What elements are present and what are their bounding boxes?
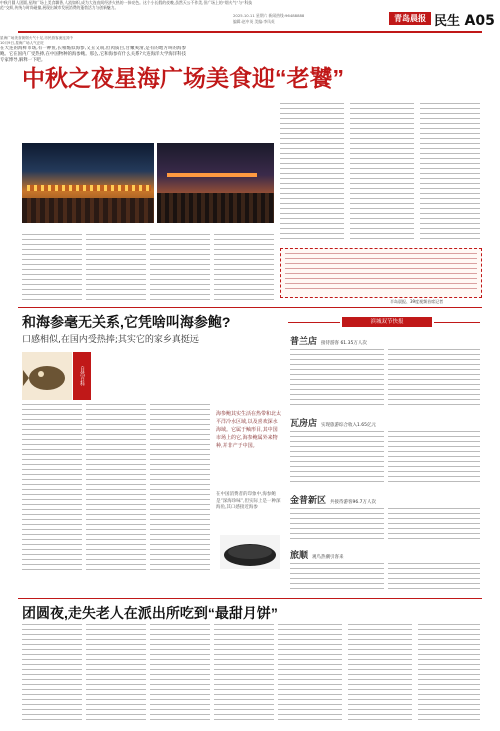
header-rule <box>18 31 482 33</box>
lead-body-col-1 <box>22 234 82 304</box>
right-box-rule-right <box>434 322 480 323</box>
lead-headline: 中秋之夜星海广场美食迎“老饕” <box>22 65 344 91</box>
feature-pullquote: 海参鲍其实生活在热带和北太平洋冷水区域,以及喜欢深水海域。它属于鲉形目,其中国市场上的它,海参鲍属外来物种,并非产于中国。 <box>216 411 282 449</box>
bottom-body-col-4 <box>214 624 274 724</box>
feature-lede: 在大连的海鲜市场,有一种鱼,长相酷似海参,又丑又萌,但肉质白,甘嫩爽滑,是有的地方叫的海参鲍。它在国内广受热捧,在中国物种的海参鲍。那么,它和海参有什么关系?大连海洋大学海洋科技专家博导,解释一下吧。 <box>0 46 186 64</box>
right-item-3-body-b <box>388 563 480 593</box>
fish-illustration <box>22 352 72 400</box>
feature-body-col-1 <box>22 404 82 574</box>
feature-subhead: 口感相似,在国内受热捧;其实它的家乡真挺远 <box>22 335 199 345</box>
side-label: 自然百科 <box>73 352 91 400</box>
right-item-0: 普兰店 接待游客 61.35万人次 <box>290 337 367 347</box>
paper-logo: 青岛晨报 <box>389 12 431 25</box>
feature-body-col-3 <box>150 404 210 574</box>
right-item-1-body-a <box>290 431 384 486</box>
lead-photo-caption-2: 10月9日,星海广场人气正旺 <box>0 41 44 46</box>
bottom-body-col-2 <box>86 624 146 724</box>
section-label: 民生 A05 <box>434 13 495 29</box>
lead-body-col-6 <box>350 103 414 243</box>
lead-photo-2 <box>157 143 274 223</box>
lead-body-col-4 <box>214 234 274 304</box>
bottom-body-col-5 <box>278 624 342 724</box>
right-item-2-body-a <box>290 508 384 542</box>
bottom-body-col-3 <box>150 624 210 724</box>
right-item-0-body-b <box>388 349 480 409</box>
section-rule-1 <box>18 307 482 308</box>
lead-body-col-7 <box>420 103 480 243</box>
right-item-0-body-a <box>290 349 384 409</box>
bottom-body-col-7 <box>418 624 480 724</box>
lead-byline: 半岛晨报、39度视频首席记者 <box>390 299 444 304</box>
right-item-3-body-a <box>290 563 384 593</box>
right-item-1-body-b <box>388 431 480 486</box>
right-item-1: 瓦房店 实现旅游综合收入1.65亿元 <box>290 419 377 429</box>
right-item-3: 旅顺 观鸟热潮引客来 <box>290 551 344 561</box>
right-box-title: 滨城双节快报 <box>342 317 432 327</box>
lead-body-col-2 <box>86 234 146 304</box>
right-box-rule-left <box>288 322 340 323</box>
right-item-2-body-b <box>388 508 480 542</box>
feature-headline: 和海参毫无关系,它凭啥叫海参鲍? <box>22 314 231 330</box>
caviar-photo <box>220 535 280 569</box>
editor-line: 编辑:赵中英 美编:李凤英 <box>233 19 275 24</box>
lead-body-col-3 <box>150 234 210 304</box>
lead-photo-caption: 星海广场美食街烟火气十足,市民游客流连其中 <box>0 36 74 40</box>
bottom-headline: 团圆夜,走失老人在派出所吃到“最甜月饼” <box>22 605 278 621</box>
lead-intro: 中秋月圆人团圆,星海广场上美食飘香,人流如织,成为大连夜间经济火热的一抹亮色。这个小长假的夜晚,虽然天公不作美,但广场上的“烟火气”与“科技范”交织,传统与时尚碰撞,展现出城市发展消费的蓬勃活力与创新魅力。 <box>0 0 252 11</box>
lead-body-col-5 <box>280 103 344 243</box>
right-item-2: 金普新区 共接待游客96.7万人次 <box>290 496 377 506</box>
date-line: 2025.10.11 星期六 新闻热线:96488888 <box>233 13 305 18</box>
feature-quote-2: 在中国消费者的印象中,海参鲍是“深海珍味”,但实际上是一种深海鱼,其口感接近海参 <box>216 492 281 510</box>
bottom-body-col-6 <box>348 624 412 724</box>
bottom-body-col-1 <box>22 624 82 724</box>
commentary-box <box>280 248 482 298</box>
lead-photo-1 <box>22 143 154 223</box>
feature-body-col-2 <box>86 404 146 574</box>
section-rule-2 <box>18 598 482 599</box>
